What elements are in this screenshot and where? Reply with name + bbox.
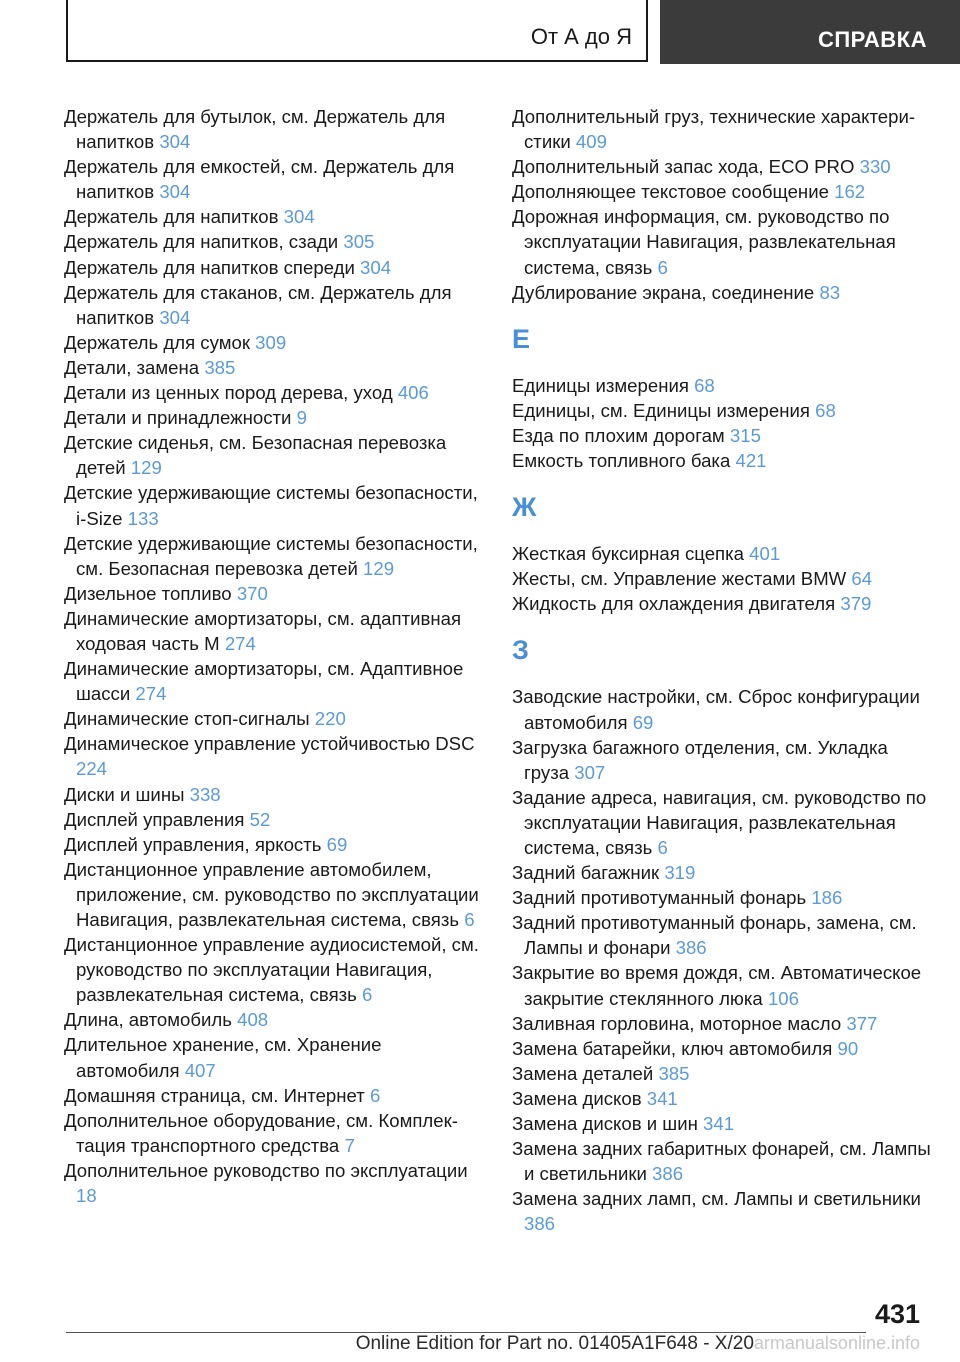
index-entry [512, 591, 936, 616]
index-entry [64, 731, 484, 781]
index-entry [64, 782, 484, 807]
page-reference-link[interactable]: 6 [369, 1084, 381, 1106]
page-reference-link[interactable]: 304 [360, 256, 392, 278]
index-entry [512, 1111, 936, 1136]
index-entry [512, 154, 936, 179]
index-entry-term: Замена задних ламп, см. Лампы и светильники [512, 1188, 921, 1210]
index-entry-term: Задний противотуманный фонарь [512, 887, 807, 909]
page-reference-link[interactable]: 186 [811, 887, 843, 909]
index-entry [64, 480, 484, 530]
index-entry-term: Держатель для напитков спереди [64, 256, 355, 278]
index-entry-term: Замена батарейки, ключ автомобиля [512, 1037, 833, 1059]
page-reference-link[interactable]: 6 [362, 984, 373, 1006]
index-entry [64, 706, 484, 731]
page-reference-link[interactable]: 338 [189, 783, 221, 805]
index-entry [512, 1011, 936, 1036]
index-entry [64, 380, 484, 405]
index-entry [512, 684, 936, 734]
index-group-z [512, 684, 936, 1236]
index-entry-term: Держатель для напитков [64, 206, 279, 228]
page-reference-link[interactable]: 385 [658, 1062, 690, 1084]
section-letter-e: Е [512, 323, 531, 354]
section-letter-z: З [512, 635, 529, 666]
page-number: 431 [874, 1299, 920, 1329]
index-entry [512, 1036, 936, 1061]
index-entry [512, 960, 936, 1010]
index-entry-term: Детали, замена [64, 356, 200, 378]
index-entry [512, 735, 936, 785]
index-entry-term: Замена дисков и шин [512, 1113, 698, 1134]
index-entry [64, 405, 484, 430]
page-reference-link[interactable]: 220 [314, 708, 346, 730]
index-entry-term: Детские удерживающие системы безопасности, см. Безопасная перевозка детей [64, 532, 478, 579]
page-reference-link[interactable]: 304 [159, 131, 191, 153]
page-reference-link[interactable]: 83 [819, 281, 841, 303]
page-reference-link[interactable]: 379 [840, 593, 872, 615]
index-entry [512, 448, 936, 473]
page-reference-link[interactable]: 52 [249, 808, 271, 830]
tab-help[interactable] [660, 0, 960, 64]
page-reference-link[interactable]: 69 [632, 711, 654, 733]
index-entry-term: Детали из ценных пород дерева, уход [64, 382, 393, 404]
page-header [0, 0, 960, 66]
index-entry-term: Заводские настройки, см. Сброс конфигурации автомобиля [512, 686, 920, 733]
index-entry [64, 932, 484, 1007]
page-reference-link[interactable]: 64 [851, 568, 873, 590]
index-entry [64, 1083, 484, 1108]
index-entry-term: Заливная горловина, моторное масло [512, 1012, 842, 1034]
index-entry-term: Задание адреса, навигация, см. руководство по эксплуатации Навигация, развлекательная система, связь [512, 786, 927, 858]
page-reference-link[interactable]: 18 [76, 1185, 97, 1207]
index-group-d-continued [512, 104, 936, 305]
index-entry-term: Задний противотуманный фонарь, замена, см. Лампы и фонари [512, 912, 917, 959]
edition-text: Online Edition for Part no. 01405A1F648 - X/20 [355, 1333, 754, 1354]
index-entry [64, 330, 484, 355]
page-reference-link[interactable]: 385 [204, 356, 236, 378]
index-entry-term: Дисплей управления, яркость [64, 833, 322, 855]
page-reference-link[interactable]: 307 [574, 761, 606, 783]
tab-a-to-z[interactable] [66, 0, 648, 62]
page-reference-link[interactable]: 407 [184, 1059, 216, 1081]
index-group-e [512, 373, 936, 473]
index-entry [64, 280, 484, 330]
index-entry-term: Длина, автомобиль [64, 1009, 232, 1031]
index-entry [64, 606, 484, 656]
index-entry-term: Дистанционное управление аудиосистемой, см. руководство по эксплуатации Навигация, развлекательная система, связь [64, 934, 479, 1006]
index-entry-term: Домашняя страница, см. Интернет [64, 1084, 365, 1106]
page-reference-link[interactable]: 274 [224, 632, 256, 654]
index-entry-term: Детали и принадлежности [64, 407, 292, 429]
index-entry [512, 541, 936, 566]
page-reference-link[interactable]: 341 [646, 1087, 678, 1109]
index-group-zh [512, 541, 936, 616]
index-entry [512, 204, 936, 279]
index-entry-term: Жесткая буксирная сцепка [512, 543, 744, 565]
index-entry [64, 1158, 484, 1208]
index-entry [512, 566, 936, 591]
index-entry [64, 104, 484, 154]
index-entry [512, 785, 936, 860]
index-entry [512, 398, 936, 423]
page-reference-link[interactable]: 133 [127, 507, 159, 529]
index-entry-term: Замена дисков [512, 1087, 642, 1109]
page-reference-link[interactable]: 409 [575, 131, 607, 153]
index-entry-term: Динамические амортизаторы, см. Адаптивное шасси [64, 658, 464, 705]
page-reference-link[interactable]: 304 [159, 181, 191, 203]
index-entry [64, 1007, 484, 1032]
index-entry [64, 1108, 484, 1158]
page-reference-link[interactable]: 6 [657, 836, 668, 858]
tab-a-to-z-label: От А до Я [530, 24, 632, 49]
index-entry-term: Задний багажник [512, 862, 660, 884]
index-entry-term: Детские сиденья, см. Безопасная перевозка детей [64, 432, 447, 479]
index-entry [512, 104, 936, 154]
index-entry [64, 656, 484, 706]
index-entry-term: Закрытие во время дождя, см. Автоматическое закрытие стеклянного люка [512, 962, 922, 1009]
index-entry [64, 1032, 484, 1082]
index-entry-term: Динамические стоп-сигналы [64, 708, 310, 730]
page-reference-link[interactable]: 386 [652, 1163, 684, 1185]
index-entry [64, 154, 484, 204]
index-entry-term: Диски и шины [64, 783, 185, 805]
tab-help-label: СПРАВКА [817, 27, 927, 52]
page-reference-link[interactable]: 68 [815, 399, 836, 421]
index-entry-term: Замена деталей [512, 1062, 654, 1084]
index-entry [64, 355, 484, 380]
index-entry [64, 531, 484, 581]
index-entry [512, 1186, 936, 1236]
page-reference-link[interactable]: 408 [237, 1009, 269, 1031]
page-reference-link[interactable]: 330 [859, 156, 891, 178]
index-entry-term: Длительное хранение, см. Хранение автомобиля [64, 1034, 382, 1081]
index-entry [512, 179, 936, 204]
index-entry [64, 807, 484, 832]
index-entry-term: Дизельное топливо [64, 582, 232, 604]
index-entry [64, 832, 484, 857]
index-entry-term: Динамическое управление устойчивостью DSC [64, 733, 475, 755]
page-reference-link[interactable]: 68 [694, 374, 715, 396]
footer-edition [0, 1333, 920, 1355]
index-entry [512, 885, 936, 910]
page-reference-link[interactable]: 309 [255, 331, 287, 353]
index-entry [512, 860, 936, 885]
index-entry [64, 581, 484, 606]
index-entry-term: Единицы измерения [512, 374, 689, 396]
index-entry-term: Жидкость для охлаждения двигателя [512, 593, 836, 615]
page-reference-link[interactable]: 224 [76, 758, 108, 780]
page-reference-link[interactable]: 7 [344, 1134, 355, 1156]
page-reference-link[interactable]: 315 [729, 424, 761, 446]
index-entry-term: Дополнительное оборудование, см. Комплектация транспортного средства [64, 1109, 458, 1156]
index-entry-term: Держатель для напитков, сзади [64, 231, 339, 253]
index-entry [64, 430, 484, 480]
page-reference-link[interactable]: 421 [735, 450, 767, 472]
index-entry-term: Держатель для бутылок, см. Держатель для напитков [64, 106, 446, 153]
page-reference-link[interactable]: 304 [159, 306, 191, 328]
index-entry-term: Динамические амортизаторы, см. адаптивная ходовая часть M [64, 607, 462, 654]
page-reference-link[interactable]: 305 [343, 231, 375, 253]
index-column-left [64, 104, 484, 1208]
index-entry [512, 1086, 936, 1111]
index-entry-term: Жесты, см. Управление жестами BMW [512, 568, 847, 590]
page-reference-link[interactable]: 129 [363, 557, 395, 579]
page-reference-link[interactable]: 377 [846, 1012, 878, 1034]
page-reference-link[interactable]: 106 [767, 987, 799, 1009]
page-reference-link[interactable]: 69 [326, 833, 348, 855]
page-reference-link[interactable]: 274 [135, 683, 167, 705]
index-entry [512, 373, 936, 398]
index-entry-term: Загрузка багажного отделения, см. Укладка груза [512, 736, 888, 783]
page-reference-link[interactable]: 162 [834, 181, 866, 203]
index-entry-term: Замена задних габаритных фонарей, см. Лампы и светильники [512, 1138, 931, 1185]
index-column-right [512, 104, 936, 1236]
index-entry-term: Дополнительный груз, технические характеристики [512, 106, 916, 153]
page-reference-link[interactable]: 9 [296, 407, 307, 429]
page-reference-link[interactable]: 370 [236, 582, 268, 604]
index-entry [512, 910, 936, 960]
index-entry [64, 204, 484, 229]
index-entry [64, 255, 484, 280]
page-reference-link[interactable]: 90 [837, 1037, 859, 1059]
index-entry [512, 280, 936, 305]
index-entry-term: Держатель для сумок [64, 331, 250, 353]
index-entry-term: Дисплей управления [64, 808, 245, 830]
page-reference-link[interactable]: 6 [657, 256, 668, 278]
page-reference-link[interactable]: 304 [283, 206, 315, 228]
page-reference-link[interactable]: 319 [664, 862, 696, 884]
index-entry-term: Дополнительный запас хода, ECO PRO [512, 156, 855, 178]
index-entry [512, 1136, 936, 1186]
index-entry-term: Держатель для емкостей, см. Держатель для напитков [64, 156, 455, 203]
page-reference-link[interactable]: 386 [675, 937, 707, 959]
page-reference-link[interactable]: 6 [464, 909, 475, 930]
page-reference-link[interactable]: 129 [130, 457, 162, 479]
index-entry-term: Емкость топливного бака [512, 450, 731, 472]
index-entry-term: Держатель для стаканов, см. Держатель для напитков [64, 281, 452, 328]
index-entry-term: Дополняющее текстовое сообщение [512, 181, 829, 203]
index-entry-term: Езда по плохим дорогам [512, 424, 725, 446]
index-entry [512, 1061, 936, 1086]
index-entry-term: Дорожная информация, см. руководство по эксплуатации Навигация, развлекательная система, связь [512, 206, 896, 278]
watermark-site: armanualsonline.info [753, 1333, 920, 1353]
section-letter-zh: Ж [512, 492, 537, 523]
index-entry [64, 857, 484, 932]
index-entry-term: Дополнительное руководство по эксплуатации [64, 1159, 468, 1181]
index-entry-term: Дублирование экрана, соединение [512, 281, 815, 303]
page-reference-link[interactable]: 406 [397, 382, 429, 404]
page-reference-link[interactable]: 386 [524, 1213, 556, 1235]
index-entry [64, 229, 484, 254]
index-entry-term: Детские удерживающие системы безопасности, i-Size [64, 482, 478, 529]
page-reference-link[interactable]: 341 [703, 1113, 735, 1134]
index-entry-term: Дистанционное управление автомобилем, приложение, см. руководство по эксплуатации Навигация, развлекательная система, связь [64, 858, 479, 930]
index-entry-term: Единицы, см. Единицы измерения [512, 399, 810, 421]
index-entry [512, 423, 936, 448]
page-reference-link[interactable]: 401 [749, 543, 781, 565]
